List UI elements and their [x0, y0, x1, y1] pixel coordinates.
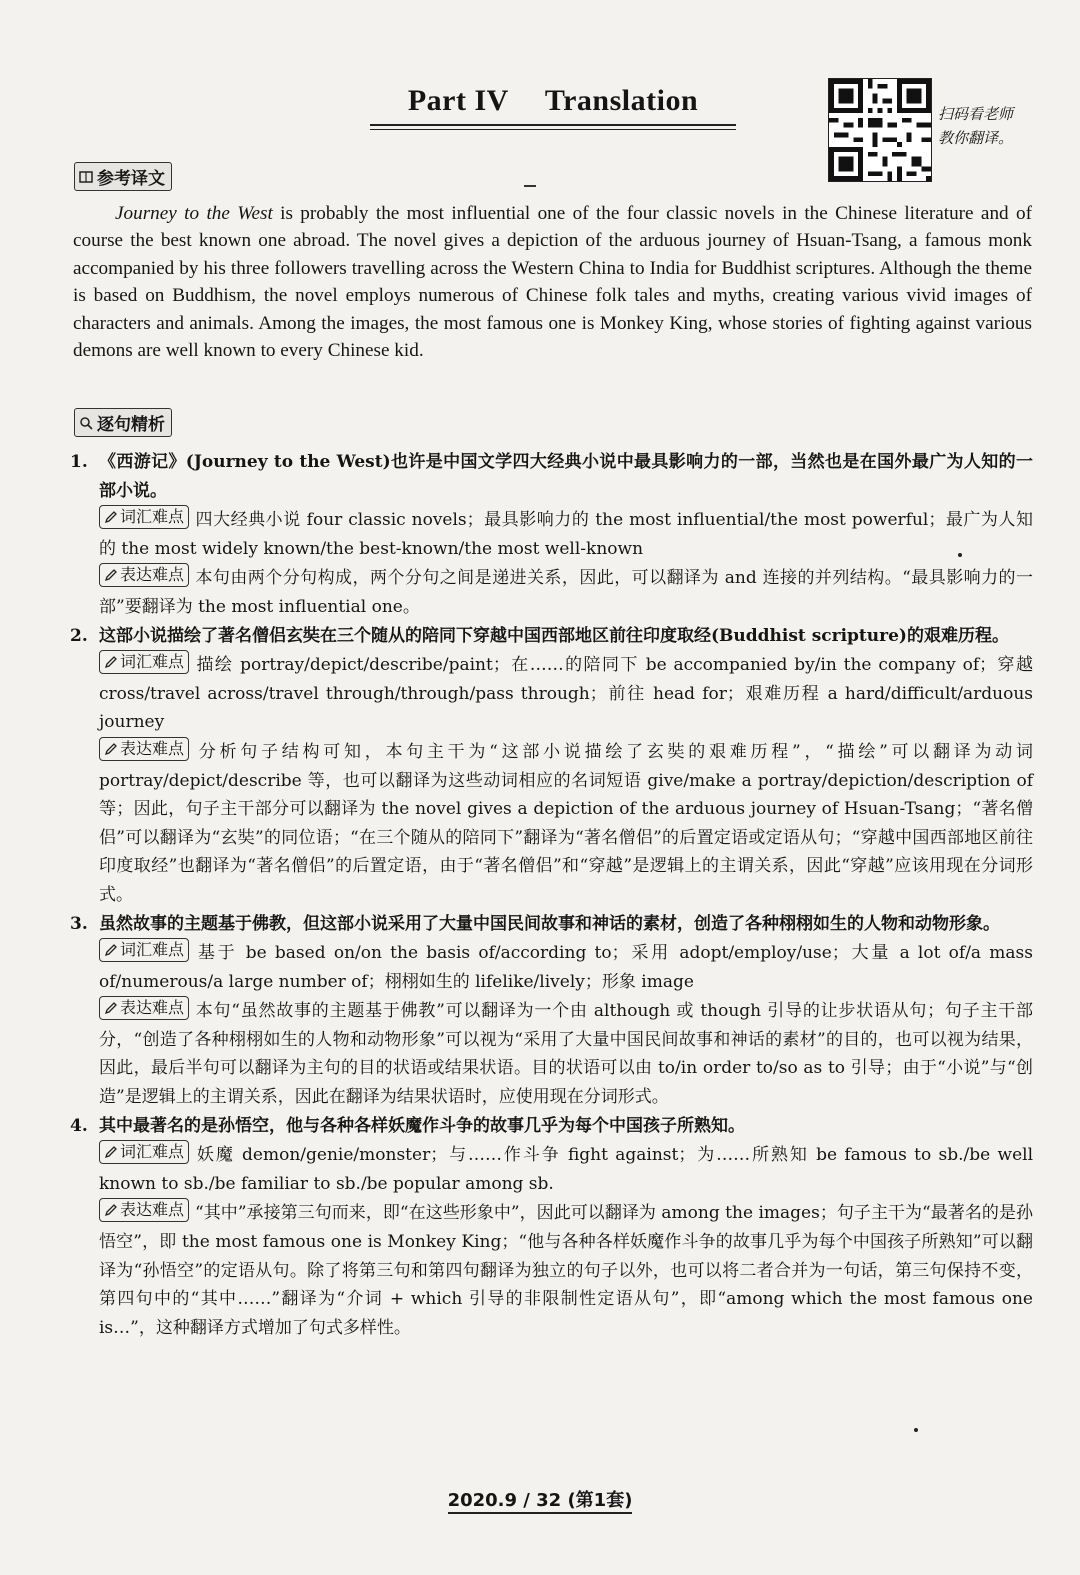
vocab-text: 描绘 portray/depict/describe/paint；在……的陪同下 be accompanied by/in the company of；穿越 cross/travel across/travel through/through/pass through；前往 head for；艰难历程 a hard/difficult/arduous journey [99, 655, 1033, 733]
item-number: 1. [70, 452, 88, 472]
expr-tag [99, 996, 189, 1020]
vocab-tag-label: 词汇难点 [120, 652, 185, 672]
expr-tag-label: 表达难点 [120, 998, 185, 1018]
vocab-tag [99, 505, 189, 529]
analysis-item [70, 448, 1033, 622]
vocab-text: 四大经典小说 four classic novels；最具影响力的 the most influential/the most powerful；最广为人知的 the most widely known/the best-known/the most well-known [99, 510, 1033, 559]
vocab-tag [99, 938, 189, 962]
page-footer [0, 1486, 1080, 1512]
footer-label: 2020.9 / 32 (第1套) [448, 1490, 633, 1514]
expr-note [99, 1198, 1033, 1342]
pencil-icon [104, 1001, 118, 1015]
item-sentence: 其中最著名的是孙悟空，他与各种各样妖魔作斗争的故事几乎为每个中国孩子所熟知。 [99, 1115, 745, 1136]
reference-section-tag [74, 162, 172, 191]
expr-tag-label: 表达难点 [120, 565, 185, 585]
qr-caption [938, 102, 1048, 150]
expr-text: “其中”承接第三句而来，即“在这些形象中”，因此可以翻译为 among the images；句子主干为“最著名的是孙悟空”，即 the most famous one is Monkey King；“他与各种各样妖魔作斗争的故事几乎为每个中国孩子所熟知”可以翻译为“孙悟空”的定语从句。除了将第三句和第四句翻译为独立的句子以外，也可以将二者合并为一句话，第三句保持不变，第四句中的“其中……”翻译为“介词 + which 引导的非限制性定语从句”，即“among which the most famous one is…”，这种翻译方式增加了句式多样性。 [99, 1203, 1033, 1338]
expr-note [99, 737, 1033, 910]
vocab-note [99, 505, 1033, 563]
page-title [370, 84, 736, 118]
expr-tag [99, 737, 189, 761]
expr-tag [99, 563, 189, 587]
item-number: 2. [70, 625, 88, 646]
qr-caption-line2: 教你翻译。 [938, 129, 1014, 147]
title-word: Translation [544, 84, 699, 117]
item-sentence: 虽然故事的主题基于佛教，但这部小说采用了大量中国民间故事和神话的素材，创造了各种栩栩如生的人物和动物形象。 [99, 913, 1000, 934]
analysis-item [70, 1112, 1033, 1343]
expr-tag-label: 表达难点 [120, 1200, 185, 1220]
print-speck [914, 1428, 918, 1432]
vocab-tag-label: 词汇难点 [120, 1142, 185, 1162]
analysis-tag-label: 逐句精析 [97, 415, 165, 435]
item-sentence: 《西游记》(Journey to the West)也许是中国文学四大经典小说中最具影响力的一部，当然也是在国外最广为人知的一部小说。 [99, 452, 1033, 501]
expr-note [99, 996, 1033, 1111]
title-underline [370, 124, 736, 126]
pencil-icon [104, 510, 118, 524]
analysis-list [70, 448, 1033, 1342]
vocab-tag [99, 1140, 189, 1164]
title-underline-thin [370, 129, 736, 130]
pencil-icon [104, 1145, 118, 1159]
analysis-item [70, 910, 1033, 1112]
book-icon [79, 170, 93, 184]
qr-code-icon[interactable] [828, 78, 932, 182]
vocab-tag-label: 词汇难点 [120, 507, 185, 527]
reference-passage [73, 200, 1032, 364]
print-speck [958, 553, 962, 557]
analysis-section-tag [74, 408, 172, 437]
vocab-note [99, 1140, 1033, 1198]
item-number: 4. [70, 1115, 88, 1136]
pencil-icon [104, 742, 118, 756]
vocab-note [99, 938, 1033, 996]
vocab-text: 妖魔 demon/genie/monster；与……作斗争 fight against；为……所熟知 be famous to sb./be well known to sb./be familiar to sb./be popular among sb. [99, 1145, 1033, 1194]
pencil-icon [104, 568, 118, 582]
vocab-note [99, 650, 1033, 737]
pencil-icon [104, 1203, 118, 1217]
reference-text: is probably the most influential one of the four classic novels in the Chinese literature and of course the best known one abroad. The novel gives a depiction of the arduous journey of Hsuan-Tsang, a famous monk accompanied by his three followers travelling across the Western China to India for Buddhist scriptures. Although the theme is based on Buddhism, the novel employs numerous of Chinese folk tales and myths, creating various vivid images of characters and animals. Among the images, the most famous one is Monkey King, whose stories of fighting against various demons are well known to every Chinese kid. [73, 203, 1032, 362]
reference-tag-label: 参考译文 [97, 169, 165, 189]
title-part: Part IV [407, 84, 509, 117]
expr-text: 本句由两个分句构成，两个分句之间是递进关系，因此，可以翻译为 and 连接的并列结构。“最具影响力的一部”要翻译为 the most influential one。 [99, 568, 1033, 617]
divider-mark [524, 185, 536, 187]
item-number: 3. [70, 913, 88, 934]
qr-caption-line1: 扫码看老师 [938, 105, 1014, 123]
expr-tag [99, 1198, 189, 1222]
magnifier-icon [79, 416, 93, 430]
expr-note [99, 563, 1033, 621]
novel-title: Journey to the West [115, 203, 273, 224]
expr-text: 分析句子结构可知，本句主干为“这部小说描绘了玄奘的艰难历程”，“描绘”可以翻译为动词 portray/depict/describe 等，也可以翻译为这些动词相应的名词短语 give/make a portray/depiction/description of 等；因此，句子主干部分可以翻译为 the novel gives a depiction of the arduous journey of Hsuan-Tsang；“著名僧侣”可以翻译为“玄奘”的同位语；“在三个随从的陪同下”翻译为“著名僧侣”的后置定语或定语从句；“穿越中国西部地区前往印度取经”也翻译为“著名僧侣”的后置定语，由于“著名僧侣”和“穿越”是逻辑上的主谓关系，因此“穿越”应该用现在分词形式。 [99, 741, 1033, 905]
expr-tag-label: 表达难点 [120, 738, 185, 758]
pencil-icon [104, 943, 118, 957]
pencil-icon [104, 655, 118, 669]
analysis-item [70, 622, 1033, 910]
expr-text: 本句“虽然故事的主题基于佛教”可以翻译为一个由 although 或 though 引导的让步状语从句；句子主干部分，“创造了各种栩栩如生的人物和动物形象”可以视为“采用了大量中国民间故事和神话的素材”的目的，也可以视为结果，因此，最后半句可以翻译为主句的目的状语或结果状语。目的状语可以由 to/in order to/so as to 引导；由于“小说”与“创造”是逻辑上的主谓关系，因此在翻译为结果状语时，应使用现在分词形式。 [99, 1001, 1033, 1108]
item-sentence: 这部小说描绘了著名僧侣玄奘在三个随从的陪同下穿越中国西部地区前往印度取经(Buddhist scripture)的艰难历程。 [99, 625, 1009, 646]
vocab-tag-label: 词汇难点 [120, 940, 185, 960]
vocab-text: 基于 be based on/on the basis of/according to；采用 adopt/employ/use；大量 a lot of/a mass of/numerous/a large number of；栩栩如生的 lifelike/lively；形象 image [99, 943, 1033, 992]
vocab-tag [99, 650, 189, 674]
